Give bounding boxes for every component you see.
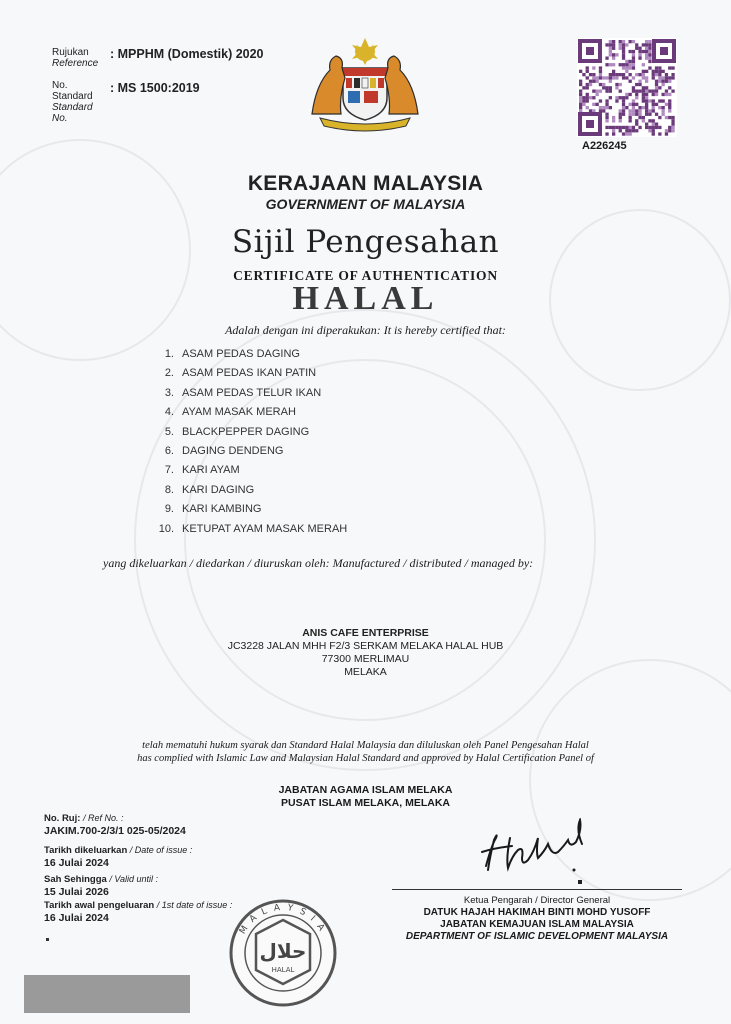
signature-line [392,889,682,890]
director-name: DATUK HAJAH HAKIMAH BINTI MOHD YUSOFF [423,907,651,918]
list-item: 3. ASAM PEDAS TELUR IKAN [164,386,322,399]
halal-logo-label: HALAL [271,966,295,974]
list-item: 10. KETUPAT AYAM MASAK MERAH [158,522,348,535]
reference-number: JAKIM.700-2/3/1 025-05/2024 [44,825,186,837]
director-department-en: DEPARTMENT OF ISLAMIC DEVELOPMENT MALAYSIA [405,931,669,942]
approval-statement: telah mematuhi hukum syarak dan Standard Halal Malaysia dan diluluskan oleh Panel Pengesahan Halal has complied with Islamic Law and Malaysian Halal Standard and approved by Halal Certification Panel of [137,740,594,764]
company-address-line2: 77300 MERLIMAU [321,653,410,665]
manufactured-by-label: yang dikeluarkan / diedarkan / diuruskan oleh: Manufactured / distributed / managed by: [103,556,534,570]
coat-of-arms-emblem [298,34,432,134]
halal-logo [228,898,338,1008]
list-item: 8. KARI DAGING [164,483,255,496]
director-signature [478,818,608,876]
list-item: 7. KARI AYAM [164,464,240,477]
title-government-ms: KERAJAAN MALAYSIA [247,172,484,195]
issue-date-block: Tarikh dikeluarkan / Date of issue : 16 Julai 2024 [44,845,193,869]
first-issue-block: Tarikh awal pengeluaran / 1st date of issue : 16 Julai 2024 [44,900,233,924]
director-department: JABATAN KEMAJUAN ISLAM MALAYSIA [440,919,634,930]
signature-dot [578,880,582,884]
valid-until-date: 15 Julai 2026 [44,886,109,898]
certified-intro: Adalah dengan ini diperakukan: It is hereby certified that: [225,323,506,337]
director-block [392,895,682,943]
list-item: 5. BLACKPEPPER DAGING [164,425,310,438]
title-sijil-pengesahan: Sijil Pengesahan [231,224,500,260]
reference-value: : MPPHM (Domestik) 2020 [110,47,264,61]
list-item: 9. KARI KAMBING [164,503,262,516]
list-item: 4. AYAM MASAK MERAH [164,406,296,419]
halal-logo-arabic: حلال [259,939,307,963]
list-item: 6. DAGING DENDENG [164,444,284,457]
director-title: Ketua Pengarah / Director General [463,895,611,906]
dot-mark [46,938,49,941]
title-government-en: GOVERNMENT OF MALAYSIA [265,196,466,212]
standard-label: No. Standard Standard No. [52,80,93,124]
company-name: ANIS CAFE ENTERPRISE [302,627,429,639]
reference-label: Rujukan Reference [52,47,99,69]
standard-value: : MS 1500:2019 [110,81,200,95]
issue-date: 16 Julai 2024 [44,857,109,869]
reference-number-block: No. Ruj: / Ref No. : JAKIM.700-2/3/1 025-05/2024 [44,813,186,837]
issuing-authority: JABATAN AGAMA ISLAM MELAKA PUSAT ISLAM MELAKA, MELAKA [278,784,453,809]
company-address-line3: MELAKA [344,666,387,678]
title-certificate-of-authentication: CERTIFICATE OF AUTHENTICATION [233,268,498,283]
title-halal: HALAL [292,280,439,317]
list-item: 2. ASAM PEDAS IKAN PATIN [164,367,317,380]
company-block [0,627,731,679]
first-issue-date: 16 Julai 2024 [44,912,109,924]
qr-serial-number: A226245 [582,140,627,152]
footer-redaction-bar [24,975,190,1013]
list-item: 1. ASAM PEDAS DAGING [164,348,300,360]
valid-until-block: Sah Sehingga / Valid until : 15 Julai 2026 [44,874,159,898]
company-address-line1: JC3228 JALAN MHH F2/3 SERKAM MELAKA HALAL HUB [227,640,504,652]
qr-code[interactable] [577,38,677,137]
product-list [150,348,347,542]
halal-logo-ring-text: M A L A Y S I A [237,902,328,937]
